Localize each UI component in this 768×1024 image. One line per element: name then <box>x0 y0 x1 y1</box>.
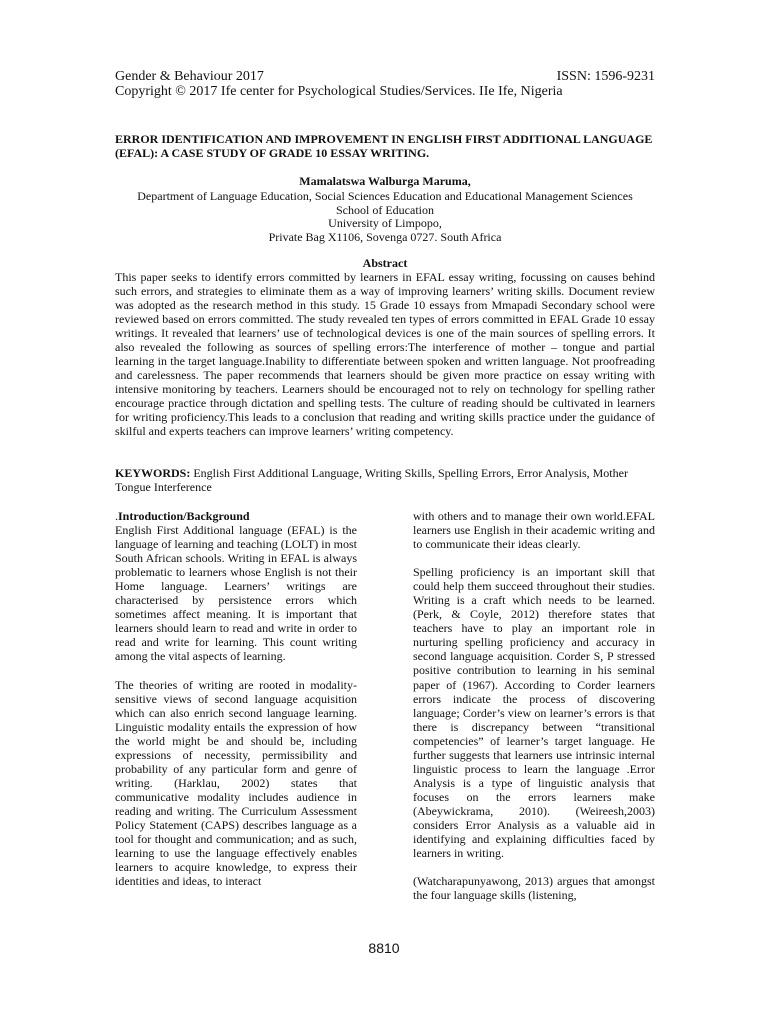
abstract-heading: Abstract <box>362 256 408 270</box>
right-column <box>413 509 655 902</box>
right-paragraph-2: Spelling proficiency is an important skill that could help them succeed throughout their studies. Writing is a craft which needs to be learned. (Perk, & Coyle, 2012) therefore states that teachers have to play an important role in nurturing spelling proficiency and accuracy in second language acquisition. Corder S, P stressed positive contribution to learning in his seminal paper of (1967). According to Corder learners errors indicate the process of discovering language; Corder’s view on learner’s errors is that there is discrepancy between “transitional competencies” of learner’s target language. He further suggests that learners use intrinsic internal linguistic process to learn the language .Error Analysis is a type of linguistic analysis that focuses on the errors learners make (Abeywickrama, 2010). (Weireesh,2003) considers Error Analysis as a valuable aid in identifying and explaining difficulties faced by learners in writing. <box>413 565 655 861</box>
intro-paragraph-2: The theories of writing are rooted in modality-sensitive views of second language acquisition which can also enrich second language learning. Linguistic modality entails the expression of how the world might be and should be, including expressions of necessity, permissibility and probability of any particular form and genre of writing. (Harklau, 2002) states that communicative modality includes audience in reading and writing. The Curriculum Assessment Policy Statement (CAPS) describes language as a tool for thought and communication; and as such, learning to use the language effectively enables learners to acquire knowledge, to express their identities and ideas, to interact <box>115 677 357 889</box>
paper-title: ERROR IDENTIFICATION AND IMPROVEMENT IN ENGLISH FIRST ADDITIONAL LANGUAGE (EFAL): A CASE STUDY OF GRADE 10 ESSAY WRITING. <box>115 132 653 160</box>
author-address: Private Bag X1106, Sovenga 0727. South Africa <box>268 230 502 244</box>
intro-paragraph-1: English First Additional language (EFAL) is the language of learning and teaching (LOLT) in most South African schools. Writing in EFAL is always problematic to learners whose English is not their Home language. Learners’ writings are characterised by persistence errors which sometimes affect meaning. It is important that learners should learn to read and write in order to read and write for learning. This count writing among the vital aspects of learning. <box>115 523 357 664</box>
author-department: Department of Language Education, Social Sciences Education and Educational Management Sciences <box>137 189 633 203</box>
page-number: 8810 <box>368 940 400 956</box>
abstract-text: This paper seeks to identify errors committed by learners in EFAL essay writing, focussing on causes behind such errors, and strategies to eliminate them as a way of improving learners’ writing skills. Document review was adopted as the research method in this study. 15 Grade 10 essays from Mmapadi Secondary school were reviewed based on errors committed. The study revealed ten types of errors committed in EFAL Grade 10 essay writings. It revealed that learners’ use of technological devices is one of the main sources of spelling errors. It also revealed the following as sources of spelling errors:The interference of mother – tongue and partial learning in the target language.Inability to differentiate between spoken and written language. Not proofreading and carelessness. The paper recommends that learners should be given more practice on essay writing with intensive monitoring by teachers. Learners should be encouraged not to rely on technology for spelling rather encourage practice through dictation and spelling tests. The culture of reading should be cultivated in learners for writing proficiency.This leads to a conclusion that reading and writing skills practice under the guidance of skilful and experts teachers can improve learners’ writing competency. <box>115 270 655 438</box>
journal-name: Gender & Behaviour 2017 <box>115 69 264 84</box>
copyright-line: Copyright © 2017 Ife center for Psychological Studies/Services. IIe Ife, Nigeria <box>115 84 563 99</box>
keywords <box>115 466 655 494</box>
keywords-label: KEYWORDS: <box>115 466 191 480</box>
section-heading <box>115 509 357 523</box>
issn: ISSN: 1596-9231 <box>556 69 655 84</box>
left-column <box>115 509 357 888</box>
section-heading-prefix: . <box>115 509 118 523</box>
section-heading-text: Introduction/Background <box>118 509 250 523</box>
right-paragraph-1: with others and to manage their own world.EFAL learners use English in their academic writing and to communicate their ideas clearly. <box>413 509 655 552</box>
author-university: University of Limpopo, <box>328 216 442 230</box>
right-paragraph-3: (Watcharapunyawong, 2013) argues that amongst the four language skills (listening, <box>413 874 655 903</box>
author-school: School of Education <box>336 203 434 217</box>
keywords-text: English First Additional Language, Writing Skills, Spelling Errors, Error Analysis, Mother Tongue Interference <box>115 466 628 494</box>
author-name: Mamalatswa Walburga Maruma, <box>299 174 471 188</box>
